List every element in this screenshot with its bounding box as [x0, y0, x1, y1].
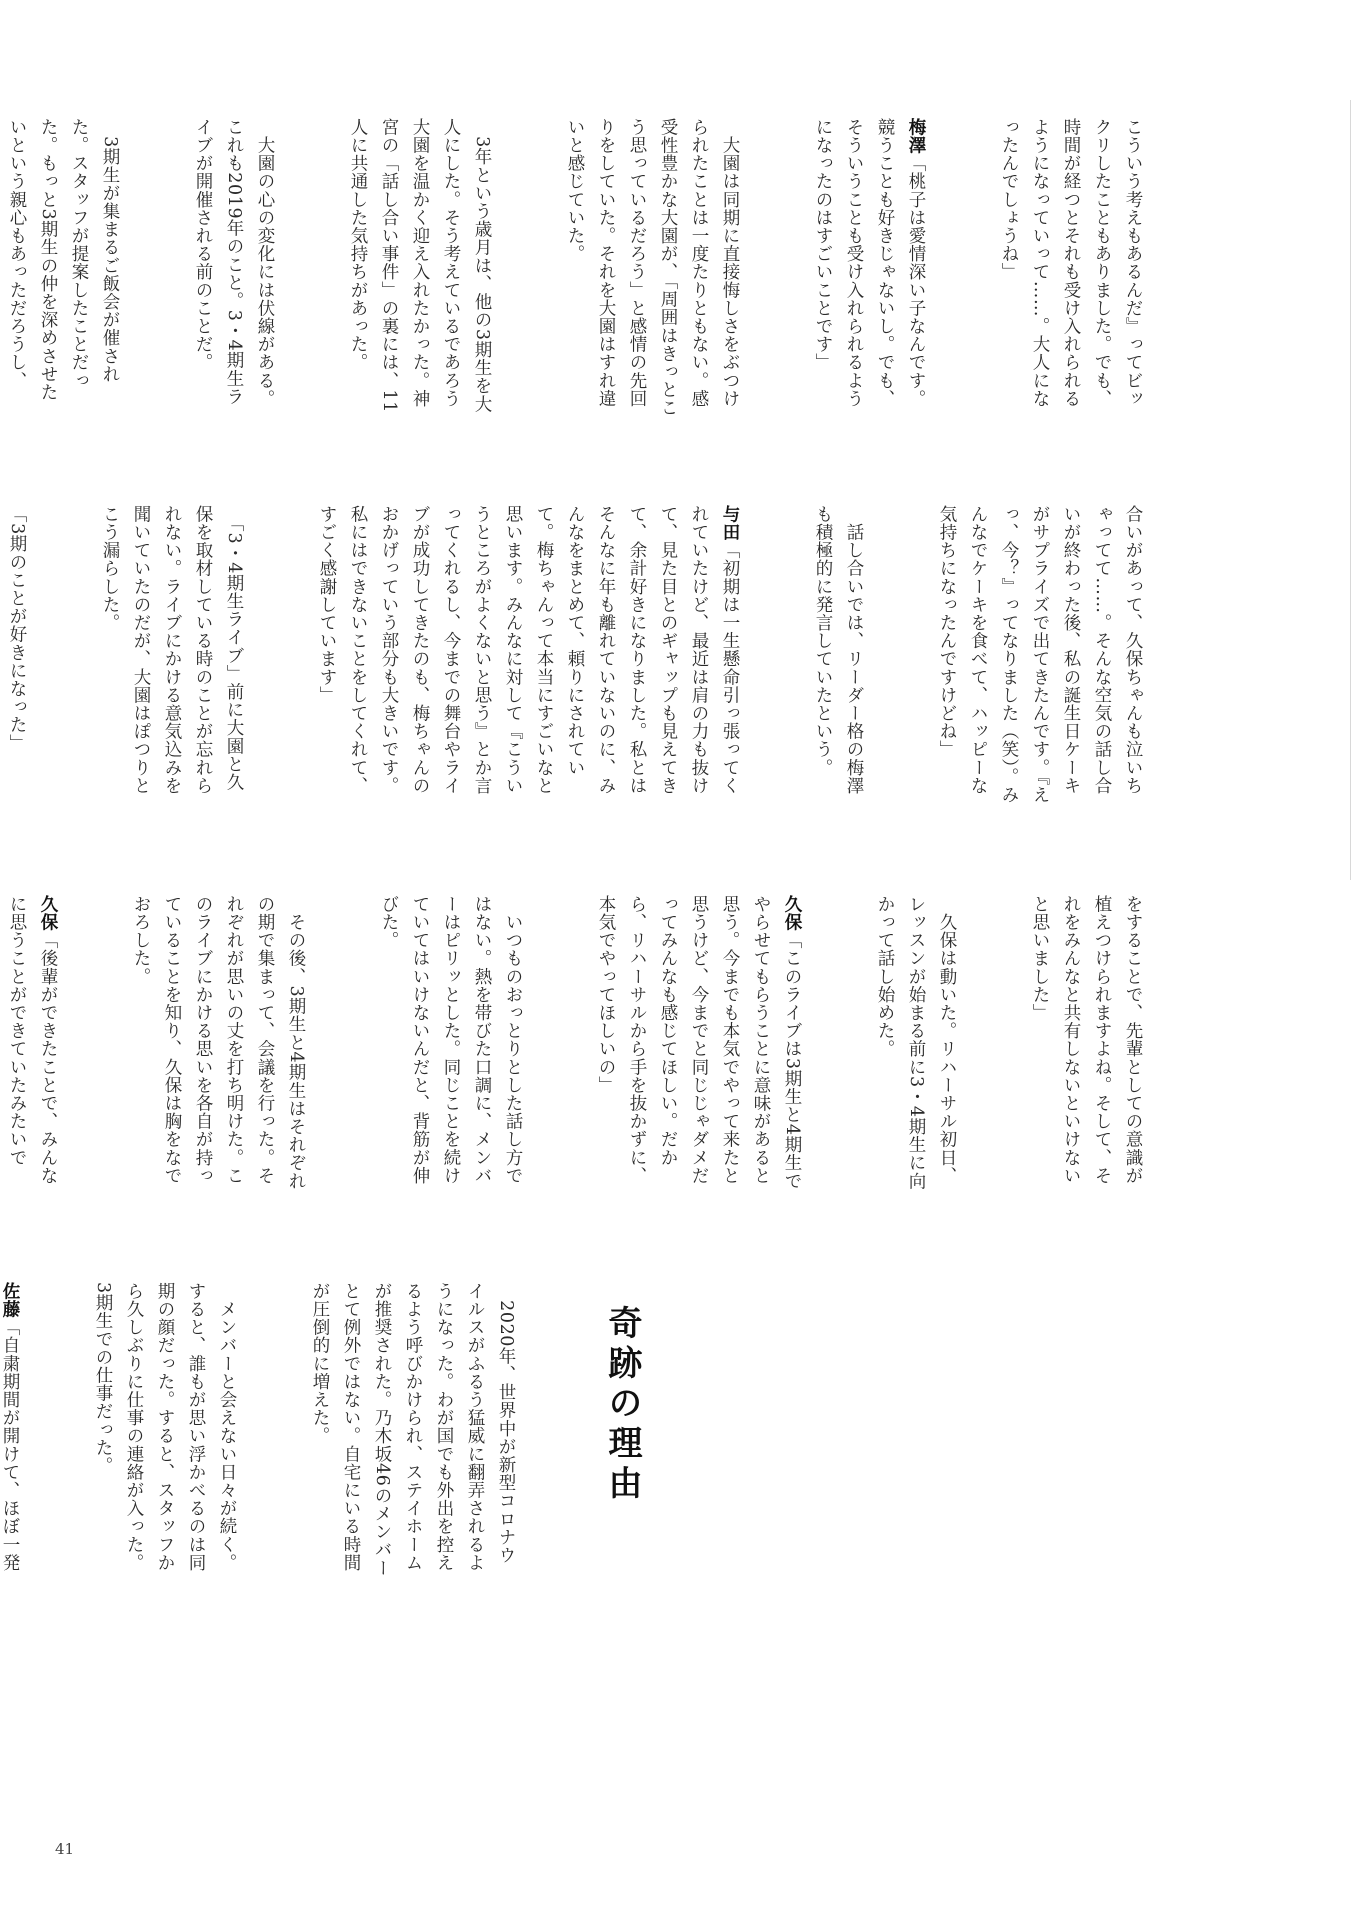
- paragraph: [311, 505, 745, 805]
- paragraph: 大園は同期に直接悔しさをぶつけられたことは一度たりともない。感受性豊かな大園が、「周囲はきっとこう思っているだろう」と感情の先回りをしていた。それを大園はすれ違いと感じていた。: [565, 118, 740, 417]
- speaker-name: 久保: [38, 895, 58, 932]
- paragraph: 「3・4期生ライブ」前に大園と久保を取材している時のことが忘れられない。ライブにかける意気込みを聞いていたのだが、大園はぽつりとこう漏らした。: [100, 505, 244, 795]
- paragraph: いつものおっとりとした話し方ではない。熱を帯びた口調に、メンバーはピリッとした。同じことを続けていてはいけないんだと、背筋が伸びた。: [379, 895, 523, 1185]
- paragraph: 大園の心の変化には伏線がある。これも2019年のこと。3・4期生ライブが開催される前のことだ。: [193, 118, 275, 408]
- paragraph: 2020年、世界中が新型コロナウイルスがふるう猛威に翻弄されるようになった。わが国でも外出を控えるよう呼びかけられ、ステイホームが推奨された。乃木坂46のメンバーとて例外ではない。自宅にいる時間が圧倒的に増えた。: [310, 1282, 516, 1577]
- paragraph: 久保は動いた。リハーサル初日、レッスンが始まる前に3・4期生に向かって話し始めた。: [875, 895, 957, 1190]
- speaker-name: 久保: [782, 895, 802, 932]
- page-edge-rule: [1350, 100, 1357, 880]
- speech: 「このライブは3期生と4期生でやらせてもらうことに意味があると思う。今までも本気でやって来たと思うけど、今までと同じじゃダメだってみんなも感じてほしい。だから、リハーサルから手を抜かずに、本気でやってほしいの」: [596, 895, 802, 1190]
- text-tier-4: [0, 1282, 583, 1582]
- speech: 「桃子は愛情深い子なんです。競うことも好きじゃないし。でも、そういうことも受け入れられるようになったのはすごいことです」: [813, 118, 926, 408]
- paragraph: [0, 1282, 25, 1582]
- paragraph: [590, 895, 807, 1195]
- paragraph: をすることで、先輩としての意識が植えつけられますよね。そして、それをみんなと共有しないといけないと思いました」: [1030, 895, 1143, 1185]
- paragraph: [807, 118, 931, 418]
- paragraph: その後、3期生と4期生はそれぞれの期で集まって、会議を行った。それぞれが思いの丈を打ち明けた。このライブにかける思いを各自が持っていることを知り、久保は胸をなでおろした。: [131, 895, 306, 1190]
- speaker-name: 与田: [720, 505, 740, 542]
- speaker-name: 佐藤: [0, 1282, 20, 1319]
- speaker-name: 梅澤: [906, 118, 926, 155]
- section-heading: 奇跡の理由: [602, 1305, 642, 1505]
- paragraph: 話し合いでは、リーダー格の梅澤も積極的に発言していたという。: [813, 505, 864, 795]
- text-tier-2: [7, 505, 1210, 805]
- paragraph: メンバーと会えない日々が続く。すると、誰もが思い浮かべるのは同期の顔だった。すると、スタッフから久しぶりに仕事の連絡が入った。3期生での仕事だった。: [93, 1282, 237, 1572]
- speech: 「初期は一生懸命引っ張ってくれていたけど、最近は肩の力も抜けて、見た目とのギャップも見えてきて、余計好きになりました。私とはそんなに年も離れていないのに、みんなをまとめて、頼りにされていて。梅ちゃんって本当にすごいなと思います。みんなに対して『こういうところがよくないと思う』とか言ってくれるし、今までの舞台やライブが成功してきたのも、梅ちゃんのおかげっていう部分も大きいです。私にはできないことをしてくれて、すごく感謝しています」: [317, 505, 740, 795]
- paragraph: 「3期のことが好きになった」: [7, 505, 27, 753]
- text-tier-3: [7, 895, 1210, 1195]
- paragraph: こういう考えもあるんだ』ってビックリしたこともありました。でも、時間が経つとそれも受け入れられるようになっていって……。大人になったんでしょうね」: [999, 118, 1143, 408]
- page-number: 41: [55, 1840, 75, 1858]
- paragraph: 合いがあって、久保ちゃんも泣いちゃってて……。そんな空気の話し合いが終わった後、私の誕生日ケーキがサプライズで出てきたんです。『えっ、今？』ってなりました（笑）。みんなでケーキを食べて、ハッピーな気持ちになったんですけどね」: [937, 505, 1143, 804]
- text-tier-1: [7, 118, 1210, 418]
- paragraph: 3期生が集まるご飯会が催された。スタッフが提案したことだった。もっと3期生の仲を深めさせたいという親心もあっただろうし、: [7, 118, 120, 402]
- paragraph: 3年という歳月は、他の3期生を大人にした。そう考えているであろう大園を温かく迎え入れたかった。神宮の「話し合い事件」の裏には、11人に共通した気持ちがあった。: [348, 118, 492, 413]
- speech: 「後輩ができたことで、みんなに思うことができていたみたいで: [7, 895, 58, 1185]
- paragraph: [0, 895, 63, 1195]
- speech: 「自粛期間が開けて、ほぼ一発: [0, 1318, 20, 1572]
